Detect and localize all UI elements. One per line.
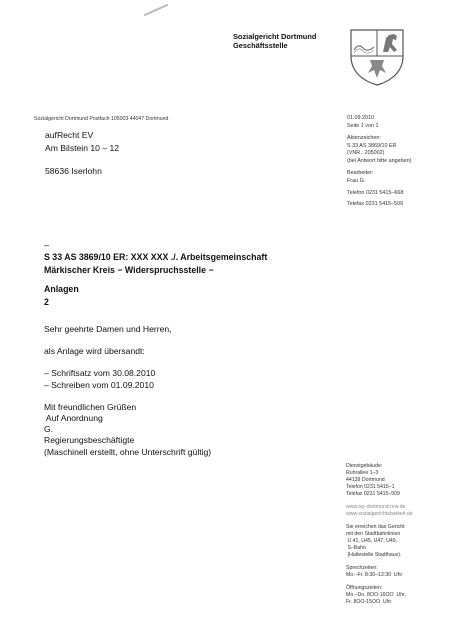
- body-intro: als Anlage wird übersandt:: [44, 346, 145, 357]
- transit-info: mit den Stadtbahnlinien: [346, 531, 401, 537]
- court-office: Geschäftsstelle: [233, 41, 288, 50]
- subject-line-1: S 33 AS 3869/10 ER: XXX XXX ./. Arbeitsgemeinschaft: [44, 252, 268, 262]
- nrw-coat-of-arms-icon: [348, 26, 406, 86]
- reply-note: (bei Antwort bitte angeben): [347, 157, 412, 164]
- opening-hours: Mo.–Do. 8OO-16OO Uhr,: [346, 592, 406, 598]
- website-link[interactable]: www.sozialgerichtsbarkeit.de: [346, 511, 413, 517]
- signer-initial: G.: [44, 424, 54, 435]
- recipient-name: aufRecht EV: [45, 130, 94, 140]
- signer-title: Regierungsbeschäftigte: [44, 435, 135, 446]
- enclosures-label: Anlagen: [44, 284, 79, 294]
- list-item: – Schriftsatz vom 30.08.2010: [44, 368, 156, 379]
- opening-hours: Fr. 8OO-15OO Uhr: [346, 599, 392, 605]
- sender-address-line: Sozialgericht Dortmund Postfach 105003 44047 Dortmund: [34, 116, 169, 122]
- clerk-name: Frau G.: [347, 177, 366, 184]
- page-count: Seite 1 von 1: [347, 122, 379, 129]
- subject: [44, 251, 267, 277]
- subject-line-2: Märkischer Kreis − Widerspruchsstelle −: [44, 265, 214, 275]
- transit-info: (Haltestelle Stadthaus).: [346, 552, 402, 558]
- letter-body: [44, 324, 211, 458]
- subject-dash: –: [44, 240, 50, 250]
- enclosures: [44, 283, 79, 309]
- file-number-label: Aktenzeichen:: [347, 135, 381, 141]
- recipient-address: [45, 129, 119, 178]
- fold-mark: [144, 4, 169, 16]
- building-street: Ruhrallee 1–3: [346, 470, 379, 476]
- transit-info: U 41, U45, U47, U49,: [346, 538, 398, 544]
- on-order: Auf Anordnung: [44, 413, 103, 424]
- court-fax: Telefax 0231 5415–509: [346, 491, 400, 497]
- clerk-fax: Telefax 0231 5415–509: [347, 200, 404, 207]
- vnr: (VNR.: 205002): [347, 150, 385, 156]
- letter-date: 01.09.2010: [347, 115, 374, 121]
- website-link[interactable]: www.sg–dortmund.nrw.de: [346, 504, 406, 510]
- file-number: S 33 AS 3869/10 ER: [347, 142, 397, 149]
- court-phone: Telefon 0231 5415–1: [346, 484, 395, 490]
- office-hours-label: Sprechzeiten:: [346, 565, 378, 571]
- closing: Mit freundlichen Grüßen: [44, 401, 137, 412]
- recipient-city: 58636 Iserlohn: [45, 166, 102, 176]
- letterhead: [233, 32, 316, 50]
- info-block: [347, 115, 411, 208]
- enclosures-count: 2: [44, 297, 49, 307]
- salutation: Sehr geehrte Damen und Herren,: [44, 324, 172, 334]
- list-item: – Schreiben vom 01.09.2010: [44, 379, 154, 390]
- clerk-phone: Telefon 0231 5415–668: [347, 190, 404, 196]
- signature-note: (Maschinell erstellt, ohne Unterschrift gültig): [44, 446, 212, 457]
- building-city: 44139 Dortmund: [346, 477, 385, 483]
- office-hours: Mo.–Fr. 8:30–13:30 Uhr: [346, 572, 403, 578]
- building-label: Dienstgebäude:: [346, 463, 383, 469]
- recipient-street: Am Bilstein 10 – 12: [45, 142, 120, 153]
- court-name: Sozialgericht Dortmund: [233, 32, 317, 41]
- transit-info: S–Bahn: [346, 545, 366, 551]
- footer-sidebar: [346, 463, 413, 606]
- transit-info: Sie erreichen das Gericht: [346, 524, 405, 530]
- clerk-label: Bearbeiter:: [347, 170, 374, 176]
- opening-hours-label: Öffnungszeiten:: [346, 585, 383, 591]
